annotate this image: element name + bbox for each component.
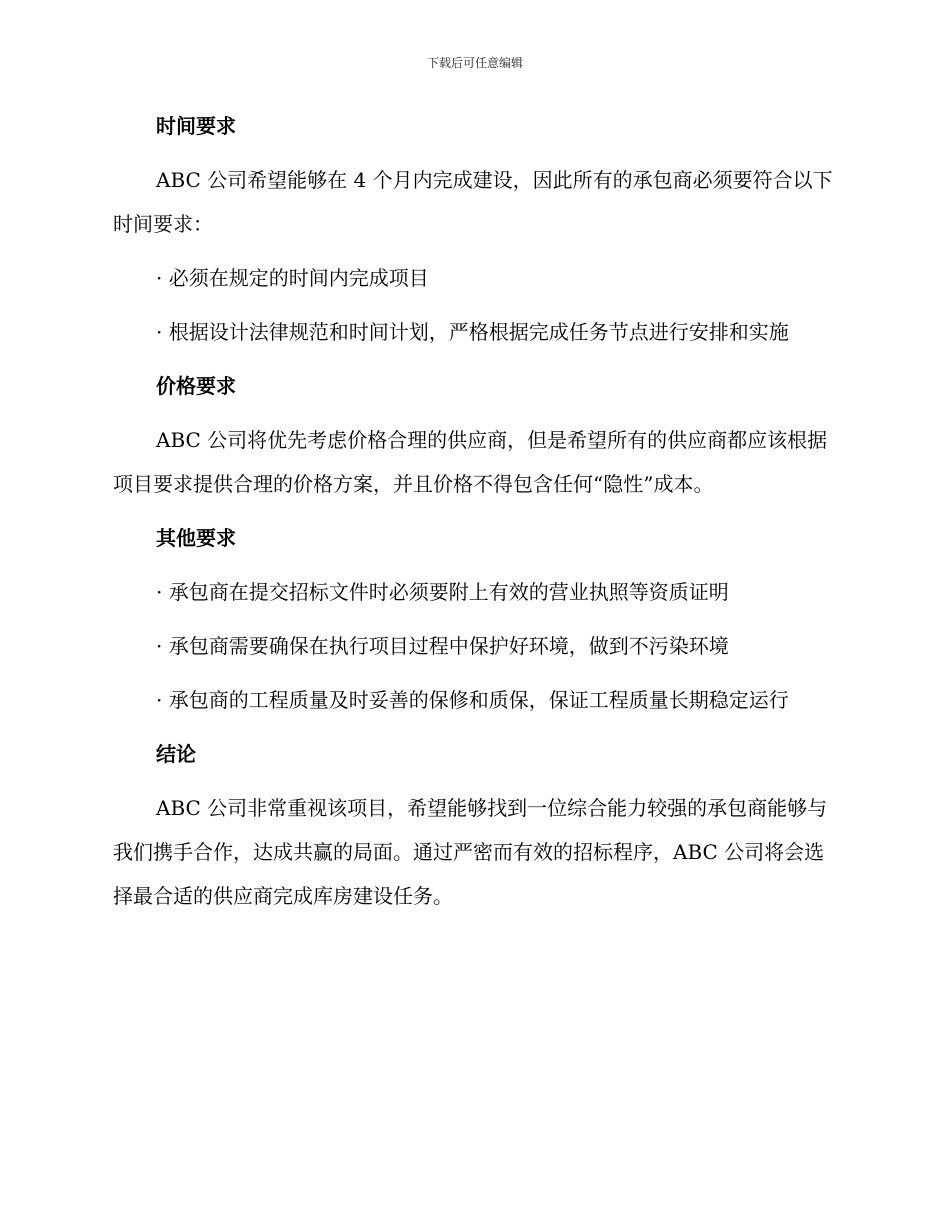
page-header-note: 下载后可任意编辑 [426, 56, 523, 70]
time-intro-paragraph: ABC 公司希望能够在 4 个月内完成建设，因此所有的承包商必须要符合以下时间要求： [113, 168, 833, 236]
section-heading-other: 其他要求 [156, 526, 236, 550]
time-bullet-item: · 根据设计法律规范和时间计划，严格根据完成任务节点进行安排和实施 [156, 320, 789, 344]
section-heading-price: 价格要求 [156, 374, 236, 398]
section-heading-conclusion: 结论 [156, 742, 196, 766]
time-bullet-item: · 必须在规定的时间内完成项目 [156, 266, 429, 290]
other-bullet-item: · 承包商的工程质量及时妥善的保修和质保，保证工程质量长期稳定运行 [156, 688, 789, 712]
conclusion-paragraph: ABC 公司非常重视该项目，希望能够找到一位综合能力较强的承包商能够与我们携手合作，达成共赢的局面。通过严密而有效的招标程序，ABC 公司将会选择最合适的供应商完成库房建设任务。 [113, 796, 828, 908]
section-heading-time: 时间要求 [156, 114, 236, 138]
document-body [113, 104, 833, 928]
other-bullet-item: · 承包商需要确保在执行项目过程中保护好环境，做到不污染环境 [156, 634, 729, 658]
other-bullet-item: · 承包商在提交招标文件时必须要附上有效的营业执照等资质证明 [156, 580, 729, 604]
price-paragraph: ABC 公司将优先考虑价格合理的供应商，但是希望所有的供应商都应该根据项目要求提供合理的价格方案，并且价格不得包含任何“隐性”成本。 [113, 428, 828, 496]
